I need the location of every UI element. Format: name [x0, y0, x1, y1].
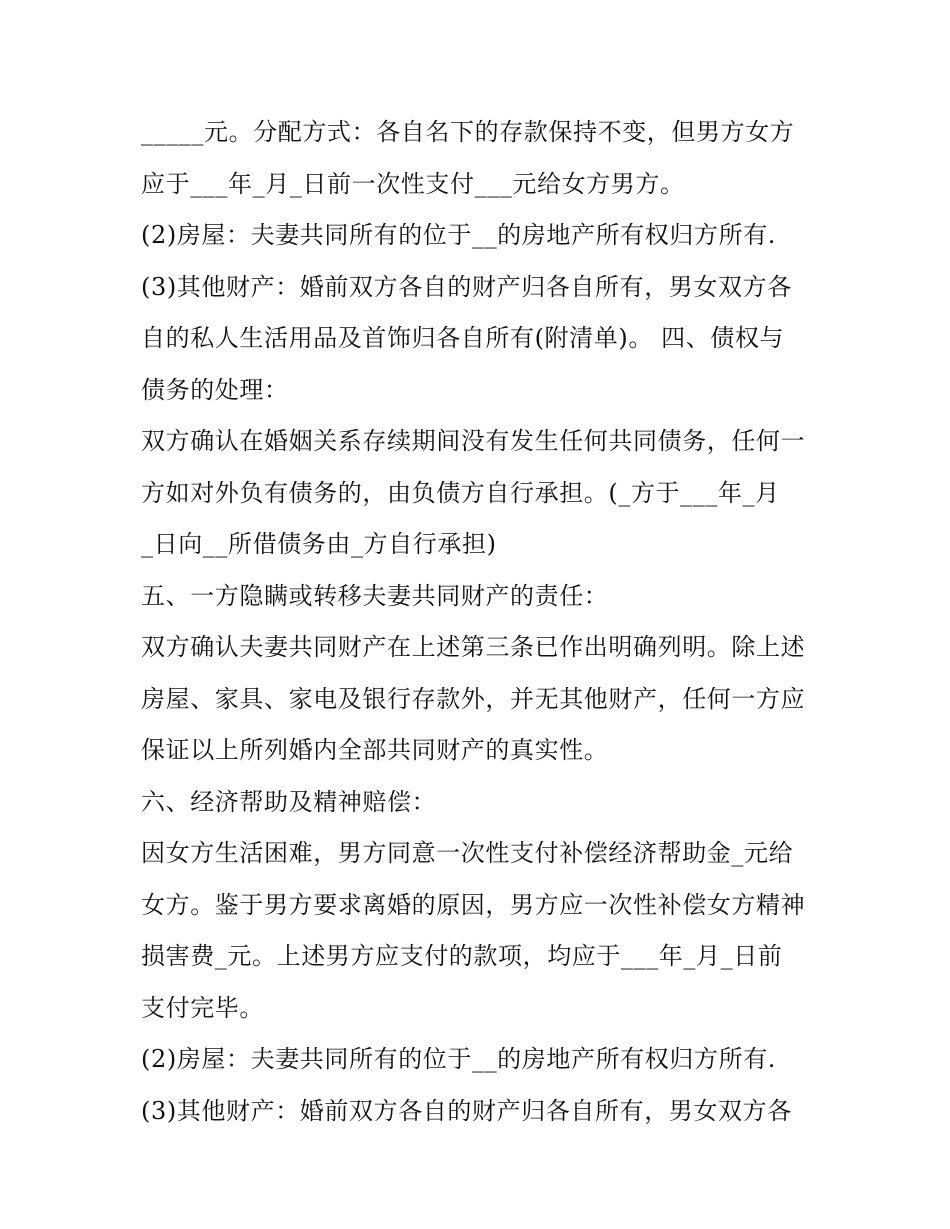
text-line: 方如对外负有债务的，由负债方自行承担。(_方于___年_月 — [141, 478, 780, 507]
section-heading: 六、经济帮助及精神赔偿： — [141, 787, 437, 816]
document-body — [141, 107, 821, 1137]
text-line: _日向__所借债务由_方自行承担) — [141, 530, 497, 558]
text-line: 支付完毕。 — [141, 993, 264, 1022]
text-line: 应于___年_月_日前一次性支付___元给女方男方。 — [141, 169, 685, 198]
text-line: 因女方生活困难，男方同意一次性支付补偿经济帮助金_元给 — [141, 839, 794, 867]
text-line: 双方确认夫妻共同财产在上述第三条已作出明确列明。除上述 — [141, 633, 806, 661]
text-line: (3)其他财产：婚前双方各自的财产归各自所有，男女双方各 — [141, 1096, 792, 1125]
text-line: 损害费_元。上述男方应支付的款项，均应于___年_月_日前 — [141, 942, 783, 970]
section-heading: 五、一方隐瞒或转移夫妻共同财产的责任： — [141, 581, 609, 610]
text-line: 双方确认在婚姻关系存续期间没有发生任何共同债务，任何一 — [141, 427, 806, 455]
text-line: (2)房屋：夫妻共同所有的位于__的房地产所有权归方所有. — [141, 1045, 777, 1073]
text-line: 女方。鉴于男方要求离婚的原因，男方应一次性补偿女方精神 — [141, 890, 806, 919]
text-line: 债务的处理： — [141, 375, 289, 404]
text-line: 房屋、家具、家电及银行存款外，并无其他财产，任何一方应 — [141, 684, 806, 713]
text-line: (2)房屋：夫妻共同所有的位于__的房地产所有权归方所有. — [141, 221, 777, 249]
text-line: 保证以上所列婚内全部共同财产的真实性。 — [141, 736, 609, 764]
text-line: 自的私人生活用品及首饰归各自所有(附清单)。 四、债权与 — [141, 324, 785, 352]
text-line: (3)其他财产：婚前双方各自的财产归各自所有，男女双方各 — [141, 272, 792, 301]
text-line: _____元。分配方式：各自名下的存款保持不变，但男方女方 — [141, 118, 795, 146]
